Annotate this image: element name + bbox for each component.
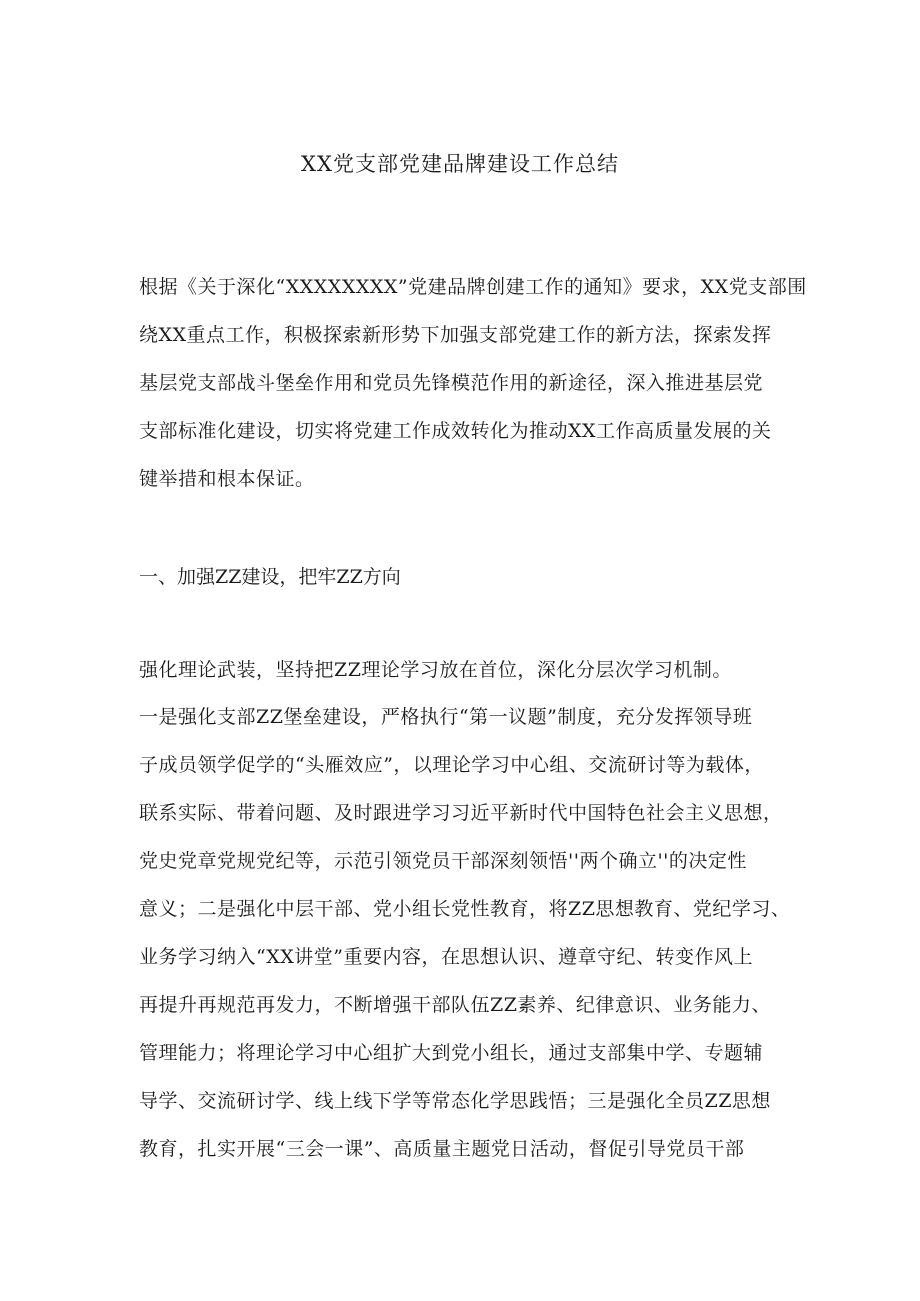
body-line: 教育，扎实开展“三会一课”、高质量主题党日活动，督促引导党员干部 <box>139 1138 745 1160</box>
body-line: 强化理论武装，坚持把ZZ理论学习放在首位，深化分层次学习机制。 <box>139 659 732 681</box>
document-title: XX党支部党建品牌建设工作总结 <box>301 152 619 176</box>
intro-line: 基层党支部战斗堡垒作用和党员先锋模范作用的新途径，深入推进基层党 <box>139 372 764 394</box>
intro-line: 支部标准化建设，切实将党建工作成效转化为推动XX工作高质量发展的关 <box>139 420 772 442</box>
body-line: 管理能力；将理论学习中心组扩大到党小组长，通过支部集中学、专题辅 <box>139 1042 764 1064</box>
body-line: 再提升再规范再发力，不断增强干部队伍ZZ素养、纪律意识、业务能力、 <box>139 994 771 1016</box>
section-heading: 一、加强ZZ建设，把牢ZZ方向 <box>139 566 401 588</box>
intro-line: 绕XX重点工作，积极探索新形势下加强支部党建工作的新方法，探索发挥 <box>139 324 772 346</box>
body-line: 意义；二是强化中层干部、党小组长党性教育，将ZZ思想教育、党纪学习、 <box>139 898 791 920</box>
body-line: 子成员领学促学的“头雁效应”，以理论学习中心组、交流研讨等为载体， <box>139 754 764 776</box>
body-line: 联系实际、带着问题、及时跟进学习习近平新时代中国特色社会主义思想， <box>139 802 783 824</box>
body-line: 业务学习纳入“XX讲堂”重要内容，在思想认识、遵章守纪、转变作风上 <box>139 946 753 968</box>
body-line: 党史党章党规党纪等，示范引领党员干部深刻领悟''两个确立''的决定性 <box>139 850 747 872</box>
body-line: 一是强化支部ZZ堡垒建设，严格执行“第一议题”制度，充分发挥领导班 <box>139 706 753 728</box>
intro-line: 根据《关于深化“XXXXXXXX”党建品牌创建工作的通知》要求，XX党支部围 <box>139 276 807 298</box>
body-line: 导学、交流研讨学、线上线下学等常态化学思践悟；三是强化全员ZZ思想 <box>139 1090 771 1112</box>
intro-line: 键举措和根本保证。 <box>139 468 315 490</box>
